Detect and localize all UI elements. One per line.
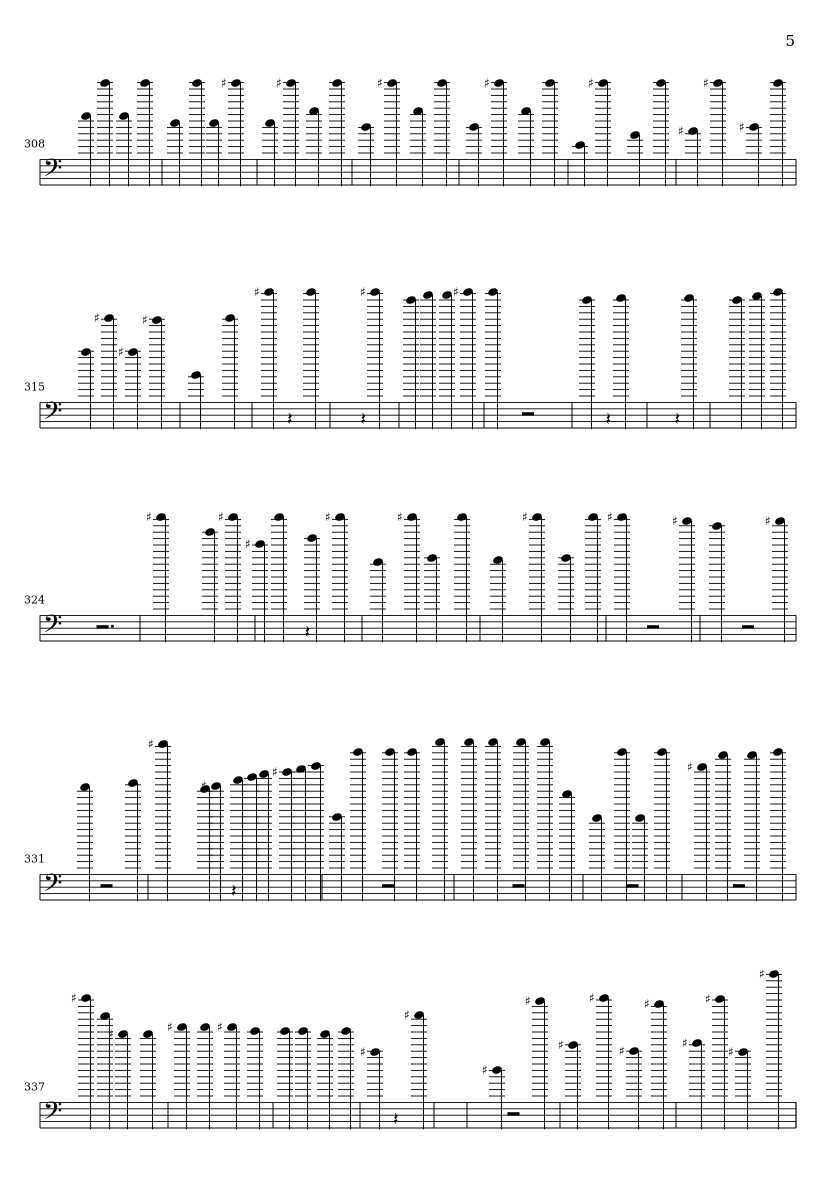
half-rest-icon bbox=[733, 884, 745, 888]
half-rest-icon bbox=[647, 625, 659, 629]
quarter-rest-icon: 𝄽 bbox=[360, 409, 367, 430]
sharp-icon: ♯ bbox=[739, 120, 745, 134]
sharp-icon: ♯ bbox=[619, 1044, 625, 1058]
sharp-icon: ♯ bbox=[728, 1045, 734, 1059]
sharp-icon: ♯ bbox=[703, 76, 709, 90]
measure-number: 308 bbox=[24, 137, 45, 151]
half-rest-icon bbox=[508, 1112, 520, 1116]
sharp-icon: ♯ bbox=[218, 510, 224, 524]
sharp-icon: ♯ bbox=[397, 510, 403, 524]
sharp-icon: ♯ bbox=[453, 285, 459, 299]
sharp-icon: ♯ bbox=[644, 997, 650, 1011]
sharp-icon: ♯ bbox=[525, 994, 531, 1008]
sharp-icon: ♯ bbox=[589, 991, 595, 1005]
sharp-icon: ♯ bbox=[672, 514, 678, 528]
measure-number: 324 bbox=[24, 593, 45, 607]
half-rest-icon bbox=[522, 412, 534, 416]
sharp-icon: ♯ bbox=[94, 311, 100, 325]
bass-clef-icon: 𝄢 bbox=[43, 869, 63, 904]
page-number: 5 bbox=[785, 32, 795, 50]
sharp-icon: ♯ bbox=[108, 1027, 114, 1041]
sharp-icon: ♯ bbox=[682, 1036, 688, 1050]
sharp-icon: ♯ bbox=[118, 345, 124, 359]
rest-dot bbox=[111, 625, 114, 628]
sharp-icon: ♯ bbox=[687, 760, 693, 774]
sharp-icon: ♯ bbox=[482, 1063, 488, 1077]
sharp-icon: ♯ bbox=[377, 76, 383, 90]
sharp-icon: ♯ bbox=[201, 779, 207, 793]
sharp-icon: ♯ bbox=[558, 1038, 564, 1052]
sharp-icon: ♯ bbox=[142, 313, 148, 327]
sharp-icon: ♯ bbox=[167, 1020, 173, 1034]
measure-number: 331 bbox=[24, 852, 45, 866]
sharp-icon: ♯ bbox=[607, 510, 613, 524]
sharp-icon: ♯ bbox=[522, 510, 528, 524]
sharp-icon: ♯ bbox=[148, 737, 154, 751]
half-rest-icon bbox=[101, 884, 113, 888]
quarter-rest-icon: 𝄽 bbox=[231, 881, 237, 902]
sharp-icon: ♯ bbox=[245, 537, 251, 551]
sharp-icon: ♯ bbox=[276, 76, 282, 90]
sharp-icon: ♯ bbox=[325, 510, 331, 524]
bass-clef-icon: 𝄢 bbox=[43, 397, 63, 432]
bass-clef-icon: 𝄢 bbox=[43, 610, 63, 645]
sharp-icon: ♯ bbox=[146, 510, 152, 524]
sharp-icon: ♯ bbox=[588, 76, 594, 90]
bass-clef-icon: 𝄢 bbox=[43, 154, 63, 189]
quarter-rest-icon: 𝄽 bbox=[304, 622, 311, 643]
quarter-rest-icon: 𝄽 bbox=[393, 1109, 399, 1130]
quarter-rest-icon: 𝄽 bbox=[674, 409, 681, 430]
measure-number: 315 bbox=[24, 380, 45, 394]
sharp-icon: ♯ bbox=[360, 1045, 366, 1059]
bass-clef-icon: 𝄢 bbox=[43, 1097, 63, 1132]
sharp-icon: ♯ bbox=[404, 1008, 410, 1022]
half-rest-icon bbox=[742, 625, 754, 629]
half-rest-icon bbox=[513, 884, 525, 888]
sharp-icon: ♯ bbox=[678, 124, 684, 138]
half-rest-icon bbox=[627, 884, 639, 888]
measure-number: 337 bbox=[24, 1080, 45, 1094]
sharp-icon: ♯ bbox=[705, 992, 711, 1006]
quarter-rest-icon: 𝄽 bbox=[605, 409, 612, 430]
sharp-icon: ♯ bbox=[217, 1020, 223, 1034]
sharp-icon: ♯ bbox=[221, 76, 227, 90]
half-rest-icon bbox=[97, 625, 109, 629]
sharp-icon: ♯ bbox=[360, 285, 366, 299]
sharp-icon: ♯ bbox=[272, 765, 278, 779]
sharp-icon: ♯ bbox=[484, 76, 490, 90]
sharp-icon: ♯ bbox=[254, 285, 260, 299]
half-rest-icon bbox=[382, 884, 394, 888]
sharp-icon: ♯ bbox=[759, 967, 765, 981]
sharp-icon: ♯ bbox=[71, 991, 77, 1005]
quarter-rest-icon: 𝄽 bbox=[287, 409, 293, 430]
sharp-icon: ♯ bbox=[765, 514, 771, 528]
